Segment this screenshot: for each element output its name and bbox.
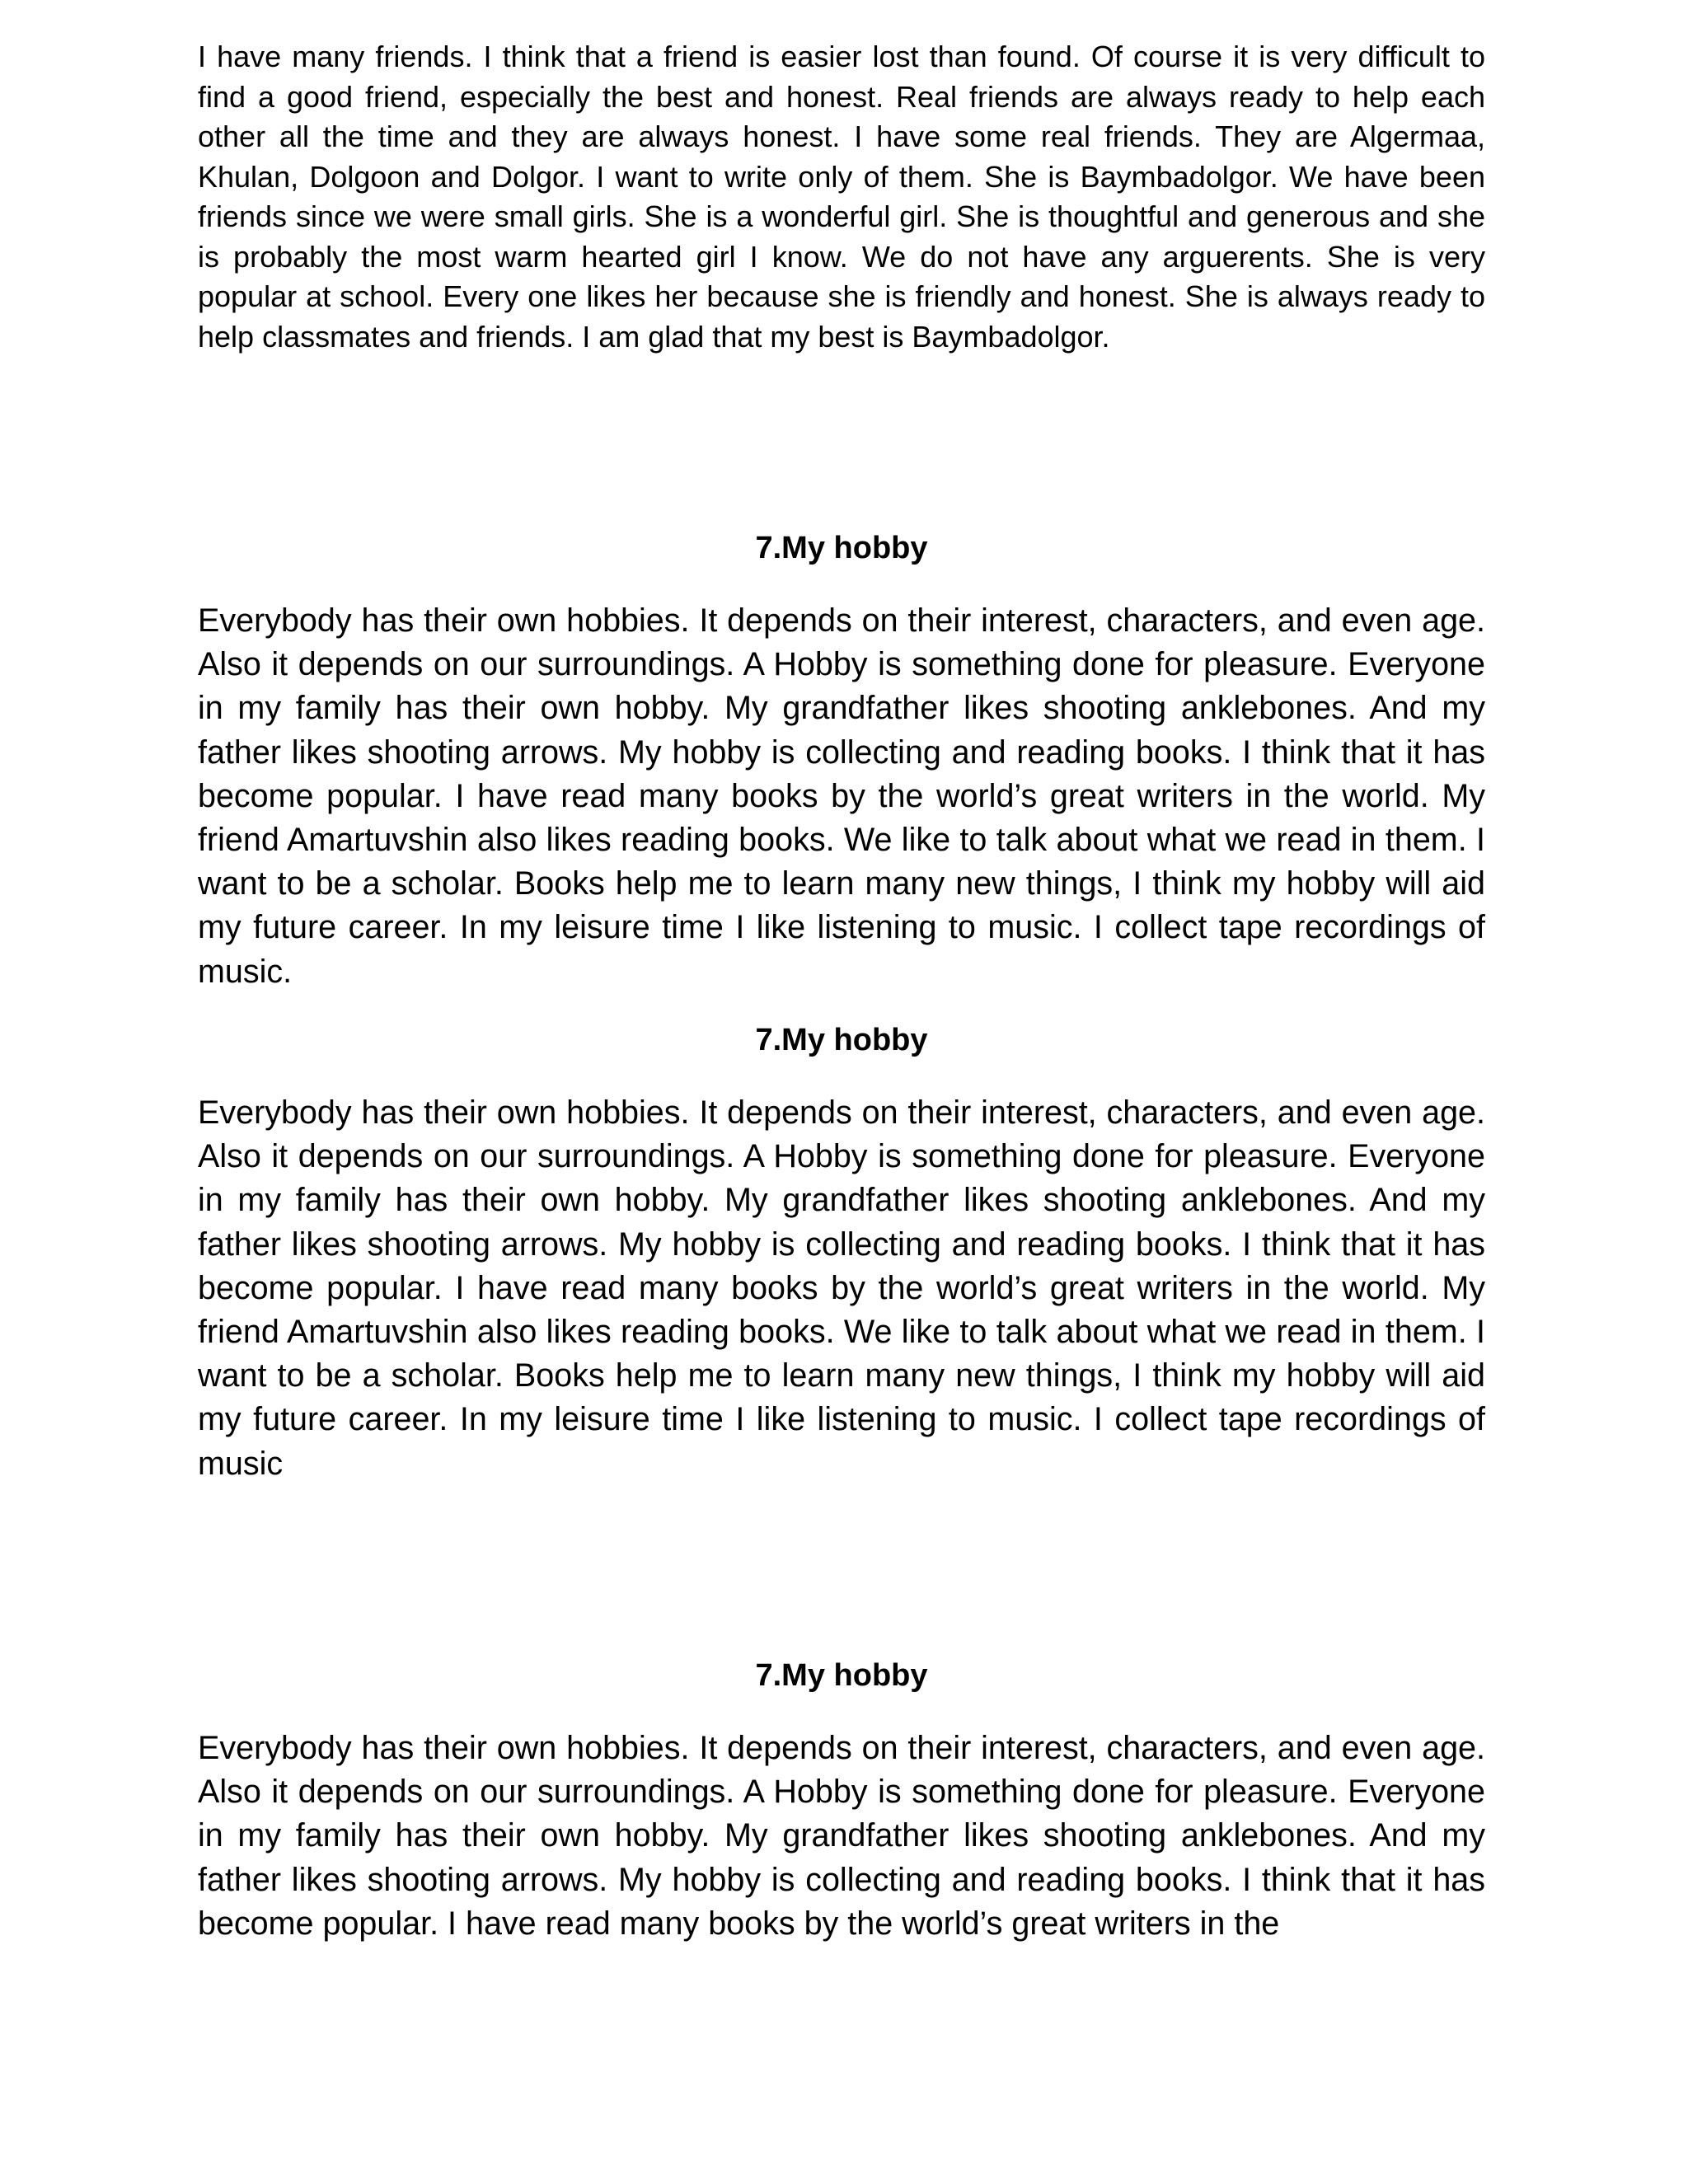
section-paragraph: Everybody has their own hobbies. It depends on their interest, characters, and even age. Also it depends on our surroundings. A Hobby is something done for pleasure. Everyone in my family has their own hobby. My grandfather likes shooting anklebones. And my father likes shooting arrows. My hobby is collecting and reading books. I think that it has become popular. I have read many books by the world’s great writers in the world. My friend Amartuvshin also likes reading books. We like to talk about what we read in them. I want to be a scholar. Books help me to learn many new things, I think my hobby will aid my future career. In my leisure time I like listening to music. I collect tape recordings of music. <box>198 602 1485 990</box>
section-body <box>198 599 1485 994</box>
section-paragraph: Everybody has their own hobbies. It depends on their interest, characters, and even age. Also it depends on our surroundings. A Hobby is something done for pleasure. Everyone in my family has their own hobby. My grandfather likes shooting anklebones. And my father likes shooting arrows. My hobby is collecting and reading books. I think that it has become popular. I have read many books by the world’s great writers in the <box>198 1730 1485 1942</box>
section-body <box>198 1727 1485 1946</box>
section-heading-text: 7.My hobby <box>755 531 928 565</box>
section-body <box>198 1091 1485 1486</box>
section-heading <box>198 529 1485 567</box>
section-heading <box>198 1657 1485 1694</box>
section-heading-text: 7.My hobby <box>755 1023 928 1057</box>
intro-paragraph: I have many friends. I think that a friend is easier lost than found. Of course it is very difficult to find a good friend, especially the best and honest. Real friends are always ready to help each other all the time and they are always honest. I have some real friends. They are Algermaa, Khulan, Dolgoon and Dolgor. I want to write only of them. She is Baymbadolgor. We have been friends since we were small girls. She is a wonderful girl. She is thoughtful and generous and she is probably the most warm hearted girl I know. We do not have any arguerents. She is very popular at school. Every one likes her because she is friendly and honest. She is always ready to help classmates and friends. I am glad that my best is Baymbadolgor. <box>198 40 1485 354</box>
intro-section <box>198 37 1485 357</box>
section-heading-text: 7.My hobby <box>755 1658 928 1693</box>
section-paragraph: Everybody has their own hobbies. It depends on their interest, characters, and even age. Also it depends on our surroundings. A Hobby is something done for pleasure. Everyone in my family has their own hobby. My grandfather likes shooting anklebones. And my father likes shooting arrows. My hobby is collecting and reading books. I think that it has become popular. I have read many books by the world’s great writers in the world. My friend Amartuvshin also likes reading books. We like to talk about what we read in them. I want to be a scholar. Books help me to learn many new things, I think my hobby will aid my future career. In my leisure time I like listening to music. I collect tape recordings of music <box>198 1094 1485 1482</box>
section-heading <box>198 1021 1485 1059</box>
